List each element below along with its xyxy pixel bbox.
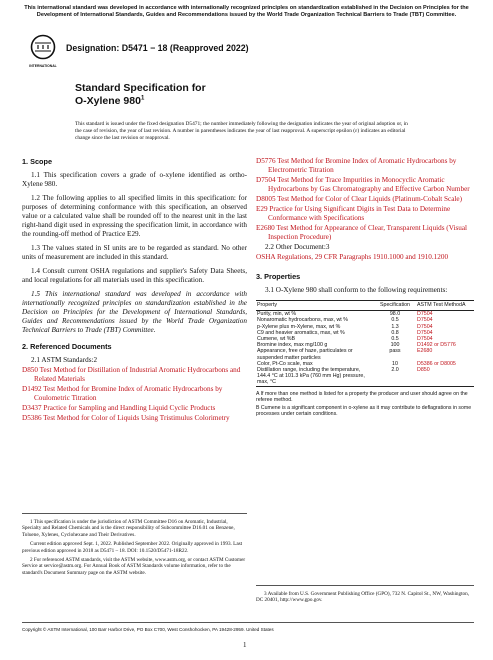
properties-heading: 3. Properties	[256, 272, 301, 281]
reference-code-link[interactable]: D5776	[256, 157, 276, 165]
reference-title-link[interactable]: Test Method for Appearance of Clear, Transparent Liquids (Visual Inspection Procedure)	[268, 224, 468, 241]
footnote-3: 3 Available from U.S. Government Publishing Office (GPO), 732 N. Capitol St., NW, Washington, DC 20401, http://www.gpo.gov.	[256, 585, 474, 604]
astm-international-logo	[28, 34, 58, 70]
cell-test-method-link[interactable]: D1492 or D5776	[417, 342, 456, 349]
right-column	[256, 157, 474, 419]
scope-heading: 1. Scope	[22, 157, 53, 166]
scope-1-3: 1.3 The values stated in SI units are to be regarded as standard. No other units of measurement are included in this standard.	[22, 244, 247, 261]
column-header-property: Property	[257, 302, 278, 308]
copyright-line: Copyright © ASTM International, 100 Barr Harbor Drive, PO Box C700, West Conshohocken, PA 19428-2959. United States	[22, 627, 274, 632]
cell-test-method-link[interactable]: D5386 or D8005	[417, 360, 456, 367]
reference-item	[22, 404, 247, 413]
table-note-a: A If more than one method is listed for a property the producer and user should agree on the referee method.	[256, 390, 468, 403]
reference-code-link[interactable]: D5386	[22, 414, 42, 422]
referenced-documents-heading: 2. Referenced Documents	[22, 342, 112, 351]
reference-title-link[interactable]: Practice for Sampling and Handling Liquid Cyclic Products	[43, 404, 216, 412]
cell-property: Appearance, free of haze, particulates or suspended matter particles	[257, 348, 353, 361]
left-column	[22, 157, 247, 424]
cell-specification: 1.3	[391, 323, 399, 330]
properties-table	[256, 300, 474, 387]
title-footnote-mark[interactable]: 1	[140, 95, 145, 102]
reference-title-link[interactable]: Test Method for Distillation of Industrial Aromatic Hydrocarbons and Related Materials	[34, 366, 241, 383]
page-title	[75, 82, 206, 108]
reference-item	[22, 414, 247, 423]
reference-list-left	[22, 366, 247, 423]
cell-property: Purity, min, wt %	[257, 311, 297, 318]
reference-title-link[interactable]: Test Method for Color of Liquids Using Tristimulus Colorimetry	[43, 414, 230, 422]
cell-test-method-link[interactable]: D7504	[417, 329, 433, 336]
cell-test-method-link[interactable]: D7504	[417, 311, 433, 318]
properties-intro: 3.1 O-Xylene 980 shall conform to the following requirements:	[265, 286, 448, 294]
cell-specification: 0.5	[391, 317, 399, 324]
cell-test-method-link[interactable]: D7504	[417, 323, 433, 330]
title-line-2: O-Xylene 980	[75, 95, 141, 107]
cell-specification: 10	[392, 360, 398, 367]
scope-1-5: 1.5 This international standard was developed in accordance with internationally recognized principles on standardization established in the Decision on Principles for the Development of International Standards, Guides and Recommendations issued by the World Trade Organization Technical Barriers to Trade (TBT) Committee.	[22, 290, 247, 334]
cell-specification: 0.5	[391, 336, 399, 343]
scope-1-1: 1.1 This specification covers a grade of o-xylene identified as ortho-Xylene 980.	[22, 171, 247, 188]
page-number: 1	[243, 641, 247, 649]
reference-code-link[interactable]: E2680	[256, 224, 275, 232]
cell-specification: 2.0	[391, 367, 399, 374]
reference-code-link[interactable]: D3437	[22, 404, 42, 412]
reference-title-link[interactable]: Test Method for Color of Clear Liquids (Platinum-Cobalt Scale)	[277, 195, 462, 203]
reference-title-link[interactable]: Test Method for Trace Impurities in Monocyclic Aromatic Hydrocarbons by Gas Chromatography and Effective Carbon Number	[268, 176, 470, 193]
title-line-1: Standard Specification for	[75, 82, 206, 94]
astm-standards-label: 2.1 ASTM Standards:2	[31, 356, 98, 364]
tbt-banner: This international standard was developed in accordance with internationally recognized principles on standardization established in the Decision on Principles for the Development of International Standards, Guides and Recommendations issued by the World Trade Organization Technical Barriers to Trade (TBT) Committee.	[24, 5, 469, 18]
reference-title-link[interactable]: Practice for Using Significant Digits in Test Data to Determine Conformance with Specifications	[268, 205, 451, 222]
column-header-test-method: ASTM Test MethodA	[417, 302, 466, 308]
table-note-b: B Cumene is a significant component in o-xylene as it may contribute to deflagrations in some processes under certain conditions.	[256, 405, 472, 418]
column-header-specification: Specification	[379, 302, 411, 308]
table-notes	[256, 391, 474, 418]
table-row	[256, 348, 474, 360]
cell-test-method-link[interactable]: D7504	[417, 317, 433, 324]
footer-divider	[22, 622, 474, 623]
reference-code-link[interactable]: E29	[256, 205, 268, 213]
reference-code-link[interactable]: D1492	[22, 385, 42, 393]
reference-title-link[interactable]: Test Method for Bromine Index of Aromatic Hydrocarbons by Electrometric Titration	[268, 157, 457, 174]
footnote-2: 2 For referenced ASTM standards, visit the ASTM website, www.astm.org, or contact ASTM Customer Service at service@astm.org. For Annual Book of ASTM Standards volume information, refer to the standard's Document Summary page on the ASTM website.	[22, 557, 246, 576]
other-document-label: 2.2 Other Document:3	[265, 243, 330, 251]
reference-list-right	[256, 157, 474, 242]
reference-title-link[interactable]: Test Method for Bromine Index of Aromatic Hydrocarbons by Coulometric Titration	[34, 385, 223, 402]
table-row	[256, 311, 474, 318]
cell-property: C9 and heavier aromatics, max, wt %	[257, 329, 345, 336]
cell-property: Color, Pt-Co scale, max	[257, 360, 313, 367]
footnote-1: 1 This specification is under the jurisdiction of ASTM Committee D16 on Aromatic, Industrial, Specialty and Related Chemicals and is the direct responsibility of Subcommittee D16.01 on Benzene, Toluene, Xylenes, Cyclohexane and Their Derivatives.	[22, 519, 235, 538]
cell-specification: 100	[390, 342, 400, 349]
reference-item	[256, 157, 474, 175]
cell-test-method-link[interactable]: D7504	[417, 336, 433, 343]
cell-property: Bromine index, max mg/100 g	[257, 342, 328, 349]
cell-specification: 98.0	[389, 311, 401, 318]
footnotes-left	[22, 513, 247, 579]
reference-item	[22, 366, 247, 384]
reference-code-link[interactable]: D8005	[256, 195, 276, 203]
cell-test-method-link[interactable]: E2680	[417, 348, 433, 355]
cell-property: Distillation range, including the temperature, 144.4 °C at 101.3 kPa (760 mm Hg) pressure, max, °C	[257, 367, 365, 386]
reference-code-link[interactable]: D7504	[256, 176, 276, 184]
designation: Designation: D5471 − 18 (Reapproved 2022)	[66, 43, 249, 53]
reference-item	[256, 195, 474, 204]
scope-1-2: 1.2 The following applies to all specified limits in this specification: for purposes of determining conformance with this specification, an observed value or a calculated value shall be rounded off to the nearest unit in the last right-hand digit used in expressing the specification limit, in accordance with the rounding-off method of Practice E29.	[22, 194, 247, 238]
reference-item	[256, 176, 474, 194]
cell-specification: pass	[389, 348, 401, 355]
reference-item	[22, 385, 247, 403]
cell-property: Cumene, wt %B	[257, 336, 295, 343]
scope-1-4: 1.4 Consult current OSHA regulations and supplier's Safety Data Sheets, and local regulations for all materials used in this specification.	[22, 267, 247, 284]
cell-test-method-link[interactable]: D850	[417, 367, 430, 374]
osha-reference-link[interactable]: OSHA Regulations, 29 CFR Paragraphs 1910.1000 and 1910.1200	[256, 253, 449, 261]
reference-code-link[interactable]: D850	[22, 366, 38, 374]
reference-item	[256, 224, 474, 242]
logo-text: INTERNATIONAL	[29, 64, 57, 68]
reference-item	[256, 205, 474, 223]
cell-specification: 0.8	[391, 329, 399, 336]
table-row	[256, 367, 474, 386]
cell-property: p-Xylene plus m-Xylene, max, wt %	[257, 323, 341, 330]
footnote-1-edition: Current edition approved Sept. 1, 2022. Published September 2022. Originally approved in 1993. Last previous edition approved in 2018 as D5471 – 18. DOI: 10.1520/D5471-18R22.	[22, 541, 243, 554]
standard-note: This standard is issued under the fixed designation D5471; the number immediately following the designation indicates the year of original adoption or, in the case of revision, the year of last revision. A number in parentheses indicates the year of last reapproval. A superscript epsilon (ε) indicates an editorial change since the last revision or reapproval.	[75, 121, 408, 141]
cell-property: Nonaromatic hydrocarbons, max, wt %	[257, 317, 348, 324]
